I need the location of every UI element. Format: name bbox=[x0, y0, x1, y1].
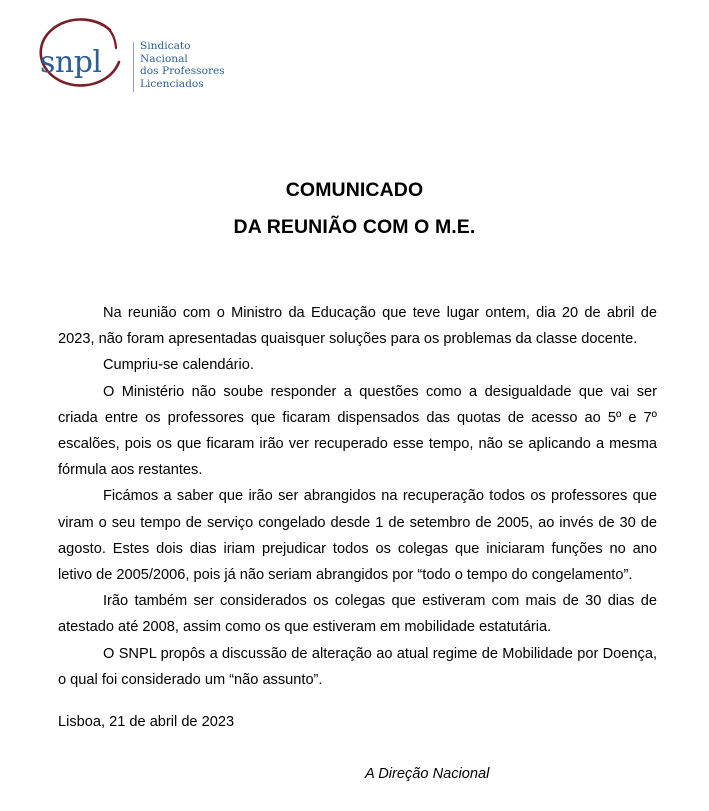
logo-organization-name bbox=[140, 40, 225, 90]
logo-name-line: dos Professores bbox=[140, 65, 225, 77]
body-paragraph: Ficámos a saber que irão ser abrangidos na recuperação todos os professores que viram o seu tempo de serviço congelado desde 1 de setembro de 2005, ao invés de 30 de agosto. Estes dois dias iriam prejudicar todos os colegas que iniciaram funções no ano letivo de 2005/2006, pois já não seriam abrangidos por “todo o tempo do congelamento”. bbox=[58, 488, 657, 584]
logo-divider bbox=[133, 42, 134, 92]
logo-name-line: Sindicato bbox=[140, 40, 191, 52]
document-body bbox=[58, 300, 657, 693]
logo-name-line: Nacional bbox=[140, 52, 188, 65]
document-subtitle: DA REUNIÃO COM O M.E. bbox=[233, 216, 476, 238]
snpl-logo bbox=[22, 18, 232, 100]
logo-acronym: snpl bbox=[40, 45, 102, 80]
logo-name-line: Licenciados bbox=[140, 77, 204, 90]
document-title: COMUNICADO bbox=[285, 179, 424, 201]
date-line: Lisboa, 21 de abril de 2023 bbox=[58, 714, 235, 730]
body-paragraph: O SNPL propôs a discussão de alteração ao atual regime de Mobilidade por Doença, o qual foi considerado um “não assunto”. bbox=[58, 645, 657, 688]
body-paragraph: Na reunião com o Ministro da Educação que teve lugar ontem, dia 20 de abril de 2023, não foram apresentadas quaisquer soluções para os problemas da classe docente. bbox=[58, 305, 657, 348]
signature: A Direção Nacional bbox=[365, 766, 490, 782]
body-paragraph: O Ministério não soube responder a questões como a desigualdade que vai ser criada entre os professores que ficaram dispensados das quotas de acesso ao 5º e 7º escalões, pois os que ficaram irão ver recuperado esse tempo, não se aplicando a mesma fórmula aos restantes. bbox=[58, 383, 657, 479]
body-paragraph: Cumpriu-se calendário. bbox=[103, 357, 254, 374]
body-paragraph: Irão também ser considerados os colegas que estiveram com mais de 30 dias de atestado até 2008, assim como os que estiveram em mobilidade estatutária. bbox=[58, 593, 657, 636]
